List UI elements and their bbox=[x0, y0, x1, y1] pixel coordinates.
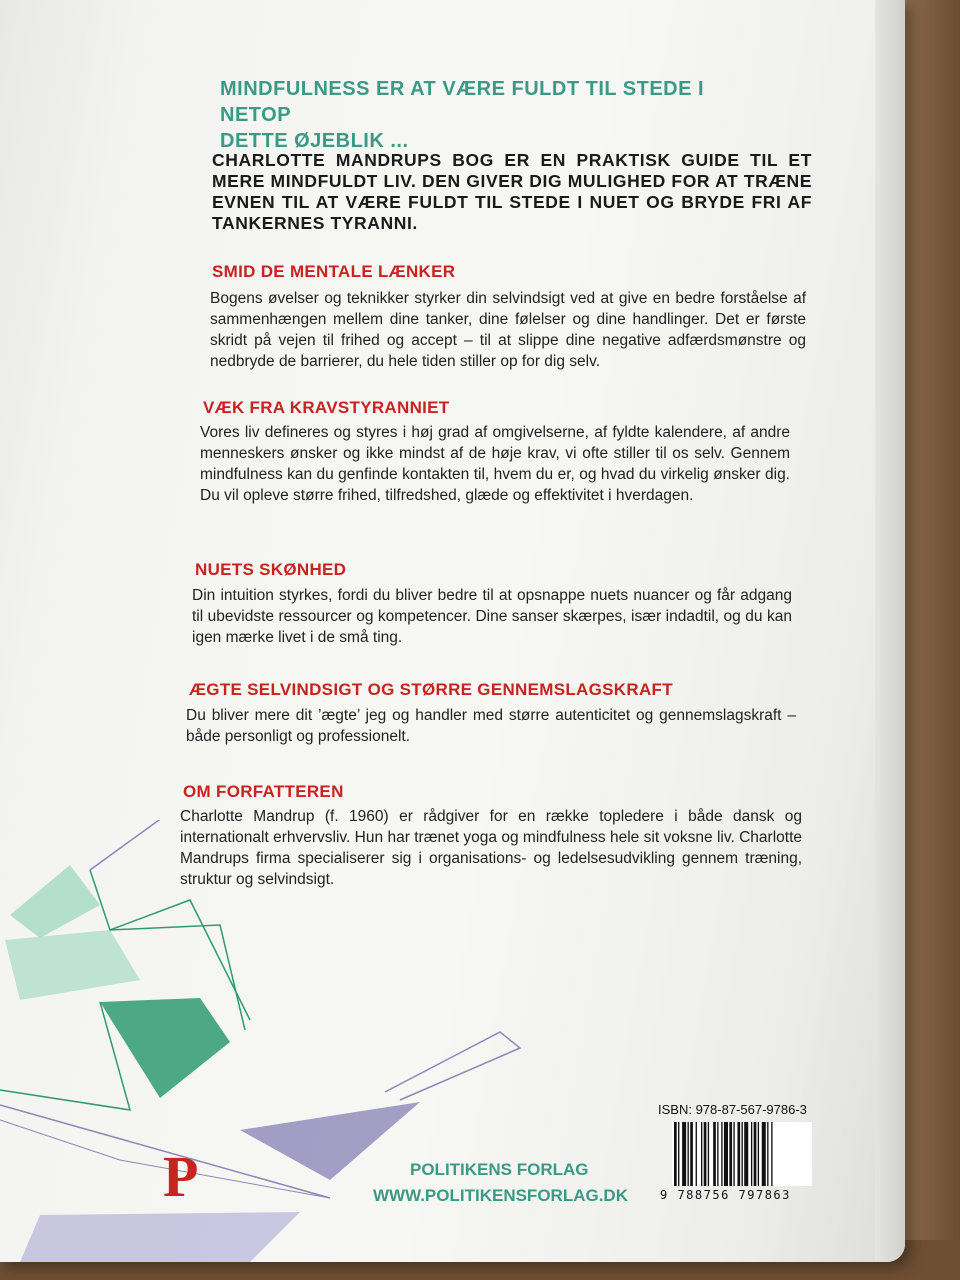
book-edge bbox=[875, 0, 905, 1262]
tagline bbox=[220, 76, 780, 154]
section-body: Vores liv defineres og styres i høj grad af omgivelserne, af fyldte kalendere, af andre menneskers ønsker og ikke mindst af de høje krav, vi ofte stiller til os selv. Gennem mindfulness kan du genfinde kontakten til, hvem du er, og hvad du virkelig ønsker dig. Du vil opleve større frihed, tilfredshed, glæde og effektivitet i hverdagen. bbox=[200, 424, 790, 504]
barcode-bar bbox=[771, 1122, 772, 1186]
barcode-bar bbox=[754, 1122, 757, 1186]
tagline-line-2: DETTE ØJEBLIK ... bbox=[220, 130, 409, 152]
section-body: Bogens øvelser og teknikker styrker din selvindsigt ved at give en bedre forståelse af sammenhængen mellem dine tanker, dine følelser og dine handlinger. Det er første skridt på vejen til frihed og accept – til at slippe dine negative adfærdsmønstre og nedbryde de barrierer, du hele tiden stiller op for dig selv. bbox=[210, 290, 806, 370]
section-body: Din intuition styrkes, fordi du bliver bedre til at opsnappe nuets nuancer og får adgang til ubevidste ressourcer og kompetencer. Dine sanser skærpes, især indadtil, og du kan igen mærke livet i de små ting. bbox=[192, 587, 792, 646]
deco-mint-shape bbox=[10, 865, 100, 938]
deco-purple-shape bbox=[20, 1212, 300, 1262]
section-body: Charlotte Mandrup (f. 1960) er rådgiver for en række topledere i både dansk og internationalt erhvervsliv. Hun har trænet yoga og mindfulness hele sit voksne liv. Charlotte Mandrups firma specialiserer sig i organisations- og ledelsesudvikling gennem træning, struktur og selvindsigt. bbox=[180, 808, 802, 888]
barcode-bar bbox=[744, 1122, 748, 1186]
barcode-bar bbox=[717, 1122, 718, 1186]
deco-mint-shape bbox=[5, 930, 140, 1000]
barcode-bar bbox=[721, 1122, 722, 1186]
barcode-bar bbox=[742, 1122, 743, 1186]
barcode-bar bbox=[737, 1122, 740, 1186]
section-heading: ÆGTE SELVINDSIGT OG STØRRE GENNEMSLAGSKRAFT bbox=[189, 680, 673, 699]
lead-paragraph: CHARLOTTE MANDRUPS BOG ER EN PRAKTISK GUIDE TIL ET MERE MINDFULDT LIV. DEN GIVER DIG MULIGHED FOR AT TRÆNE EVNEN TIL AT VÆRE FULDT TIL STEDE I NUET OG BRYDE FRI AF TANKERNES TYRANNI. bbox=[212, 150, 812, 233]
barcode-bar bbox=[758, 1122, 759, 1186]
barcode-bar bbox=[751, 1122, 752, 1186]
barcode-bar bbox=[674, 1122, 677, 1186]
barcode bbox=[672, 1122, 812, 1186]
section-heading: VÆK FRA KRAVSTYRANNIET bbox=[203, 398, 450, 417]
deco-outline bbox=[385, 1032, 520, 1100]
barcode-bar bbox=[767, 1122, 768, 1186]
publisher-url: WWW.POLITIKENSFORLAG.DK bbox=[373, 1186, 628, 1205]
barcode-bar bbox=[729, 1122, 732, 1186]
barcode-bar bbox=[713, 1122, 716, 1186]
deco-purple-shape bbox=[240, 1102, 420, 1180]
section-heading: SMID DE MENTALE LÆNKER bbox=[212, 262, 456, 281]
barcode-bar bbox=[690, 1122, 693, 1186]
deco-green-shape bbox=[100, 998, 230, 1098]
barcode-bar bbox=[696, 1122, 697, 1186]
barcode-bar bbox=[701, 1122, 702, 1186]
barcode-bar bbox=[682, 1122, 686, 1186]
tagline-line-1: MINDFULNESS ER AT VÆRE FULDT TIL STEDE I NETOP bbox=[220, 78, 705, 126]
barcode-bar bbox=[762, 1122, 766, 1186]
section-heading: NUETS SKØNHED bbox=[195, 560, 347, 579]
barcode-bar bbox=[678, 1122, 679, 1186]
barcode-bar bbox=[724, 1122, 728, 1186]
publisher-logo: P bbox=[163, 1144, 199, 1209]
barcode-bar bbox=[708, 1122, 709, 1186]
section-body: Du bliver mere dit ’ægte’ jeg og handler med større autenticitet og gennemslagskraft – både personligt og professionelt. bbox=[186, 707, 796, 745]
section-heading: OM FORFATTEREN bbox=[183, 782, 344, 801]
barcode-digits: 9 788756 797863 bbox=[660, 1188, 791, 1202]
barcode-bar bbox=[733, 1122, 734, 1186]
barcode-bar bbox=[704, 1122, 707, 1186]
publisher-name: POLITIKENS FORLAG bbox=[410, 1160, 589, 1179]
barcode-bar bbox=[688, 1122, 689, 1186]
isbn-label: ISBN: 978-87-567-9786-3 bbox=[658, 1102, 807, 1117]
